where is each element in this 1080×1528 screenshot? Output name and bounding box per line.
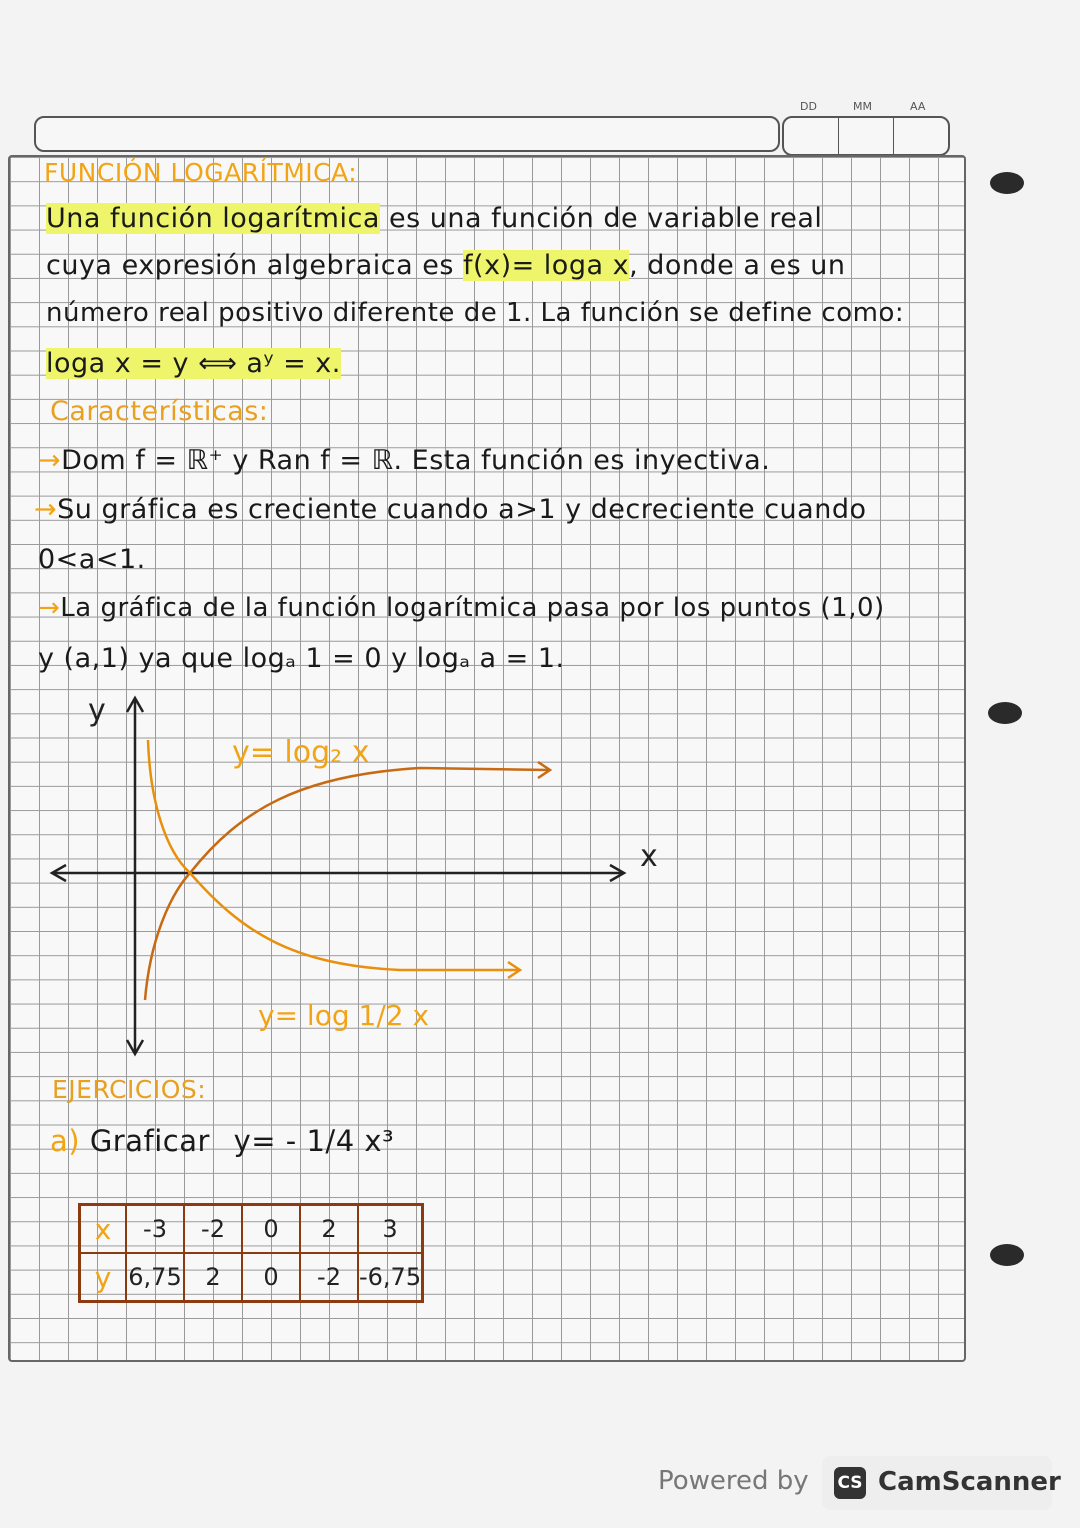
table-cell: -3	[126, 1205, 184, 1254]
curve-log2-label: y= log₂ x	[232, 735, 370, 770]
camscanner-logo-icon: CS	[834, 1467, 866, 1499]
binder-hole	[990, 1244, 1024, 1266]
characteristic-2-cont: 0<a<1.	[38, 544, 146, 575]
highlight: f(x)= loga x	[463, 250, 630, 281]
text: Su gráfica es creciente cuando a>1 y decreciente cuando	[57, 494, 867, 525]
exercises-title: EJERCICIOS:	[52, 1075, 207, 1104]
table-cell: 6,75	[126, 1253, 184, 1302]
table-cell: -6,75	[358, 1253, 423, 1302]
y-axis-label: y	[88, 693, 106, 728]
arrow-icon: →	[38, 593, 61, 623]
intro-line-4	[46, 348, 341, 379]
curve-log-half	[148, 740, 518, 970]
characteristic-2	[34, 494, 866, 525]
table-cell: 2	[184, 1253, 242, 1302]
text: Dom f = ℝ⁺ y Ran f = ℝ. Esta función es inyectiva.	[61, 445, 771, 476]
text: cuya expresión algebraica es	[46, 250, 464, 281]
text: La gráfica de la función logarítmica pasa por los puntos (1,0)	[60, 593, 885, 623]
arrow-icon: →	[34, 494, 58, 525]
table-row-x	[80, 1205, 423, 1254]
characteristic-1	[38, 445, 770, 476]
date-label-dd: DD	[800, 100, 817, 113]
values-table	[78, 1203, 424, 1303]
table-row-y	[80, 1253, 423, 1302]
powered-by-text: Powered by	[658, 1466, 809, 1496]
exercise-letter: a)	[50, 1124, 81, 1158]
exercise-text: Graficar	[89, 1124, 210, 1158]
text: es una función de variable real	[379, 203, 823, 234]
table-cell: 0	[242, 1253, 300, 1302]
exercise-formula: y= - 1/4 x³	[233, 1124, 395, 1158]
notebook-header-bar	[34, 116, 780, 152]
table-cell: 2	[300, 1205, 358, 1254]
highlight: Una función logarítmica	[46, 203, 380, 234]
binder-hole	[990, 172, 1024, 194]
header-cell: x	[80, 1205, 127, 1254]
page-title: FUNCIÓN LOGARÍTMICA:	[44, 158, 358, 187]
intro-line-1	[46, 203, 822, 234]
header-cell: y	[80, 1253, 127, 1302]
curve-log-half-label: y= log 1/2 x	[258, 999, 430, 1032]
table-cell: -2	[184, 1205, 242, 1254]
camscanner-badge	[822, 1456, 1061, 1510]
date-label-mm: MM	[853, 100, 872, 113]
date-box	[782, 116, 950, 156]
x-axis-label: x	[640, 839, 658, 874]
characteristic-3-cont: y (a,1) ya que logₐ 1 = 0 y logₐ a = 1.	[38, 643, 565, 674]
exercise-a	[50, 1124, 394, 1158]
date-label-aa: AA	[910, 100, 926, 113]
camscanner-brand: CamScanner	[878, 1467, 1061, 1497]
characteristics-title: Características:	[50, 396, 269, 427]
highlight: loga x = y ⟺ aʸ = x.	[46, 348, 341, 379]
binder-hole	[988, 702, 1022, 724]
table-cell: -2	[300, 1253, 358, 1302]
characteristic-3	[38, 593, 885, 623]
intro-line-2	[46, 250, 845, 281]
intro-line-3: número real positivo diferente de 1. La función se define como:	[46, 298, 905, 328]
arrow-icon: →	[38, 445, 62, 476]
log-graph	[0, 680, 720, 1080]
table-cell: 3	[358, 1205, 423, 1254]
table-cell: 0	[242, 1205, 300, 1254]
text: , donde a es un	[629, 250, 846, 281]
